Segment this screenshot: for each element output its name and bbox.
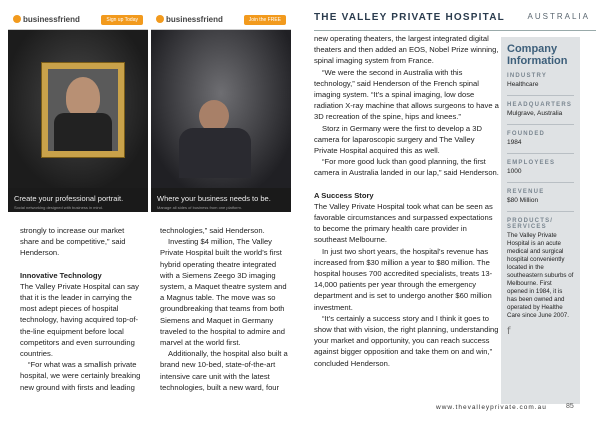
businessfriend-logo: businessfriend (156, 15, 223, 24)
paragraph: The Valley Private Hospital took what can be seen as favorable circumstances and surpassed expectations to become the primary health care provider in southeast Melbourne. (314, 201, 493, 245)
ad-photo-business (151, 30, 291, 188)
section-heading: Innovative Technology (20, 270, 102, 280)
page-title: THE VALLEY PRIVATE HOSPITAL (314, 12, 505, 23)
revenue-value: $80 Million (507, 197, 574, 212)
ad-subcaption: Manage all sides of business from one platform. (157, 205, 242, 210)
ad-photo-portrait (8, 30, 148, 188)
section-heading: A Success Story (314, 190, 374, 200)
employees-label: EMPLOYEES (507, 160, 556, 166)
facebook-icon[interactable]: f (507, 326, 511, 337)
products-description: The Valley Private Hospital is an acute medical and surgical hospital conveniently located in the southeastern suburbs of Melbourne. First opened in 1984, it is has been owned and operated by Healthe Care since June 2007. (507, 232, 574, 319)
ad-subcaption: Social networking designed with business in mind. (14, 205, 103, 210)
paragraph: new operating theaters, the largest integrated digital theaters and then added an EOS, Nobel Prize winning, spinal imaging system from France. (314, 34, 499, 66)
ad-caption: Create your professional portrait. (14, 194, 124, 203)
employees-value: 1000 (507, 168, 574, 183)
page-header (314, 10, 596, 31)
sidebar-title: Company Information (507, 43, 568, 67)
founded-value: 1984 (507, 139, 574, 154)
ad-header (8, 11, 148, 30)
right-page (300, 0, 600, 424)
join-free-button[interactable]: Join the FREE (244, 15, 286, 25)
ad-header (151, 11, 291, 30)
paragraph: In just two short years, the hospital’s revenue has increased from $30 million a year to $80 million. The hospital houses 700 accredited specialists, treats 13-14,000 patients per year through the emergency department and is set to undergo another $60 million investment. (314, 246, 493, 312)
founded-label: FOUNDED (507, 131, 546, 137)
ad-caption: Where your business needs to be. (157, 194, 271, 203)
website-link[interactable]: www.thevalleyprivate.com.au (436, 404, 547, 411)
golden-frame-icon (42, 63, 124, 157)
paragraph: Investing $4 million, The Valley Private Hospital built the world’s first hybrid operating theatre integrated with a Siemens Zeego 3D imaging system, a Maquet theatre system and a Magnus table. The move was so groundbreaking that teams from both Siemens and Maquet in Germany traveled to the hospital to admire and marvel at the world first. (160, 237, 287, 348)
businessfriend-ad-business[interactable] (151, 11, 291, 212)
products-label: PRODUCTS/ SERVICES (507, 218, 554, 230)
paragraph: “For what was a smallish private hospital, we were certainly breaking new ground with firsts and leading (20, 360, 141, 392)
paragraph: “It’s certainly a success story and I think it goes to show that with vision, the right planning, understanding your market and opportunity, you can reach success against bigger opposition and take them on and win,” concluded Henderson. (314, 313, 499, 368)
company-info-sidebar (501, 37, 580, 404)
sign-up-button[interactable]: Sign up Today (101, 15, 143, 25)
businessfriend-ad-portrait[interactable] (8, 11, 148, 212)
headquarters-label: HEADQUARTERS (507, 102, 573, 108)
industry-label: INDUSTRY (507, 73, 548, 79)
businessfriend-logo: businessfriend (13, 15, 80, 24)
left-column-2 (160, 225, 290, 393)
paragraph: Additionally, the hospital also built a brand new 10-bed, state-of-the-art intensive care unit with the latest technologies, built a new ward, four (160, 349, 288, 392)
page-number: 85 (566, 403, 574, 410)
industry-value: Healthcare (507, 81, 574, 96)
paragraph: strongly to increase our market share and be competitive,” said Henderson. (20, 226, 126, 258)
paragraph: “We were the second in Australia with this technology,” said Henderson of the French spinal imaging system. “It’s a spinal imaging, low dose radiation X-ray machine that allows surgeons to have a 3D recreation of the spine, hips and knees.” (314, 67, 499, 122)
paragraph: The Valley Private Hospital can say that it is the leader in carrying the most adept pieces of hospital technology, having acquired top-of-the-line equipment before local competitors and even surrounding countries. (20, 281, 139, 359)
region-label: AUSTRALIA (527, 12, 590, 21)
right-column (314, 33, 500, 369)
headquarters-value: Mulgrave, Australia (507, 110, 574, 125)
paragraph: Storz in Germany were the first to develop a 3D camera for laparoscopic surgery and The Valley Private Hospital acquired this as well. (314, 123, 482, 156)
revenue-label: REVENUE (507, 189, 545, 195)
paragraph: technologies,” said Henderson. (160, 226, 265, 235)
paragraph: “For more good luck than good planning, the first camera in Australia landed in our lap,” said Henderson. (314, 157, 499, 178)
left-column-1 (20, 225, 145, 393)
